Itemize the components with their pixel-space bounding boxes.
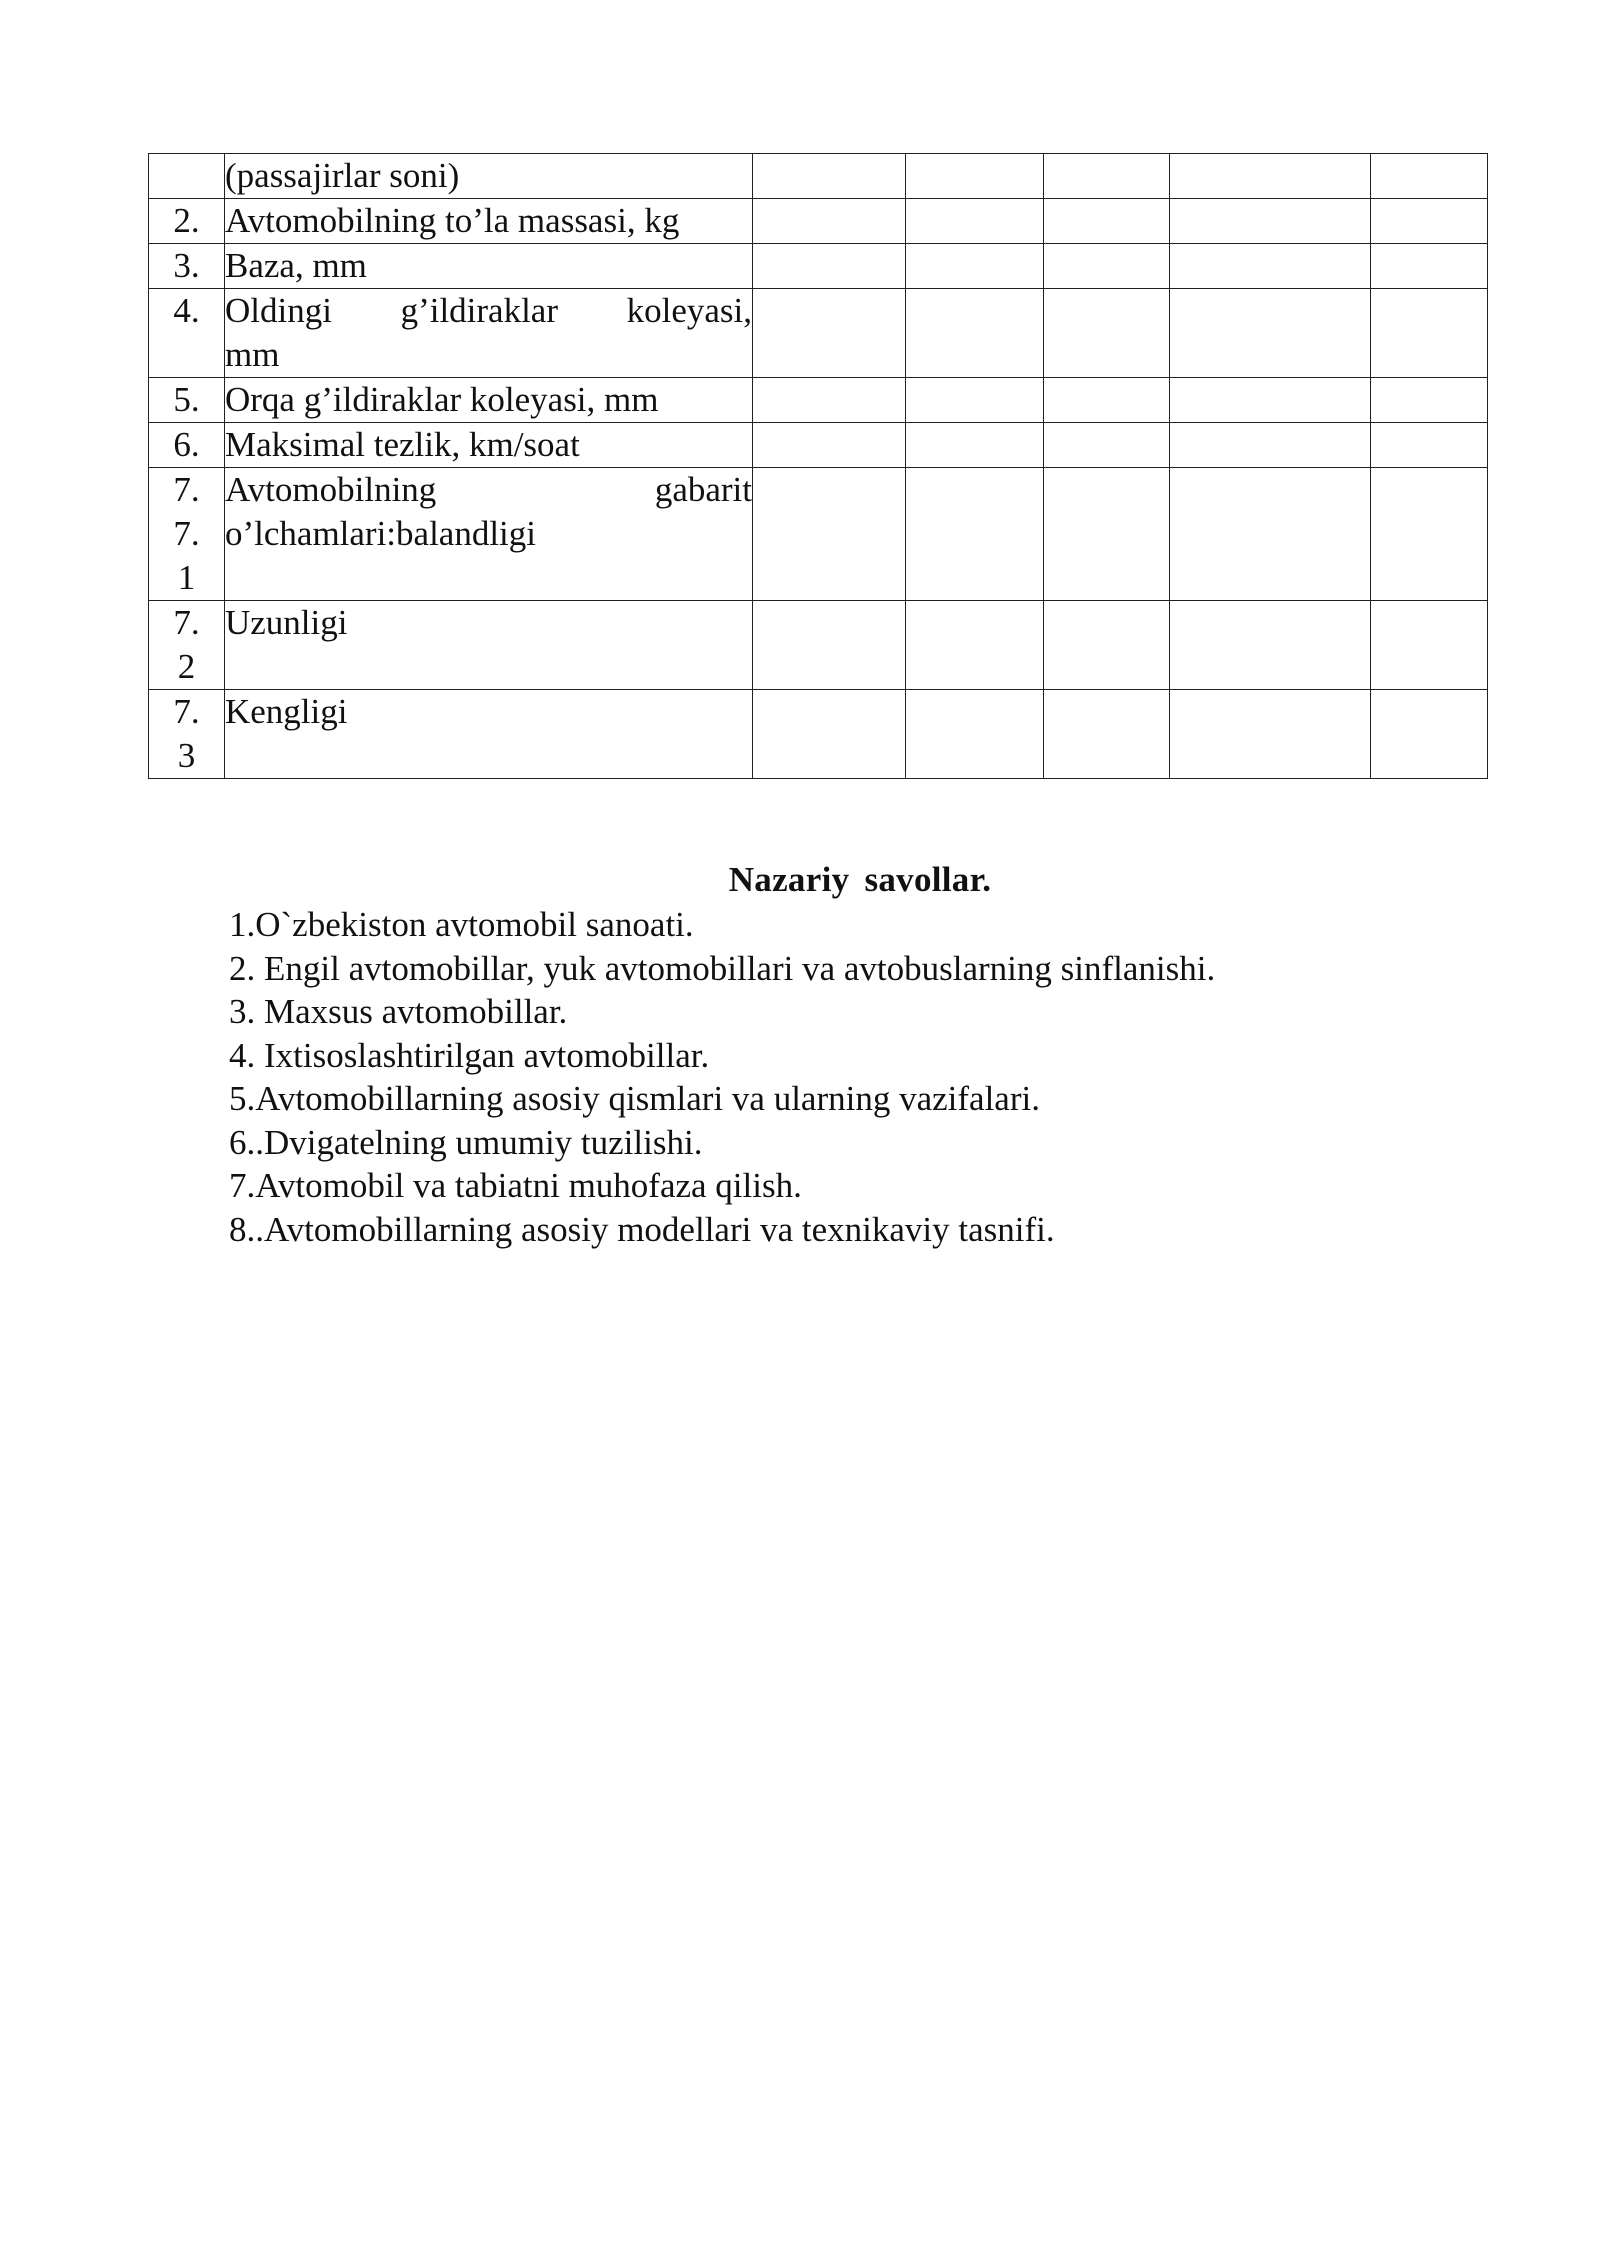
value-cell xyxy=(1371,468,1488,601)
row-number-cell xyxy=(149,244,225,289)
table-row xyxy=(149,289,1488,378)
value-cell xyxy=(906,601,1044,690)
value-cell xyxy=(1170,199,1371,244)
row-number-cell xyxy=(149,690,225,779)
row-number-cell xyxy=(149,378,225,423)
row-number-cell xyxy=(149,154,225,199)
value-cell xyxy=(1170,244,1371,289)
value-cell xyxy=(1044,289,1170,378)
value-cell xyxy=(1044,468,1170,601)
parameter-cell xyxy=(225,378,753,423)
question-item: 1.O`zbekiston avtomobil sanoati. xyxy=(229,905,694,944)
row-number-line: 2 xyxy=(177,647,196,686)
parameter-line: Maksimal tezlik, km/soat xyxy=(225,425,580,464)
value-cell xyxy=(1044,690,1170,779)
parameter-word: g’ildiraklar xyxy=(400,291,558,330)
value-cell xyxy=(1371,244,1488,289)
value-cell xyxy=(906,289,1044,378)
value-cell xyxy=(1371,378,1488,423)
table-row xyxy=(149,423,1488,468)
questions-list xyxy=(229,903,1215,1251)
parameter-line: mm xyxy=(225,335,280,374)
row-number-line: 3 xyxy=(177,736,196,775)
value-cell xyxy=(1044,423,1170,468)
value-cell xyxy=(1170,468,1371,601)
value-cell xyxy=(906,690,1044,779)
question-item: 6..Dvigatelning umumiy tuzilishi. xyxy=(229,1122,703,1162)
parameter-cell xyxy=(225,244,753,289)
question-item: 5.Avtomobillarning asosiy qismlari va ularning vazifalari. xyxy=(229,1079,1040,1118)
table-row xyxy=(149,199,1488,244)
table-body xyxy=(149,154,1488,779)
row-number-line: 2. xyxy=(173,201,200,240)
value-cell xyxy=(906,154,1044,199)
value-cell xyxy=(1170,378,1371,423)
row-number-line: 7. xyxy=(173,603,200,642)
value-cell xyxy=(753,378,906,423)
row-number-cell xyxy=(149,289,225,378)
row-number-line: 7. xyxy=(173,514,200,553)
table-row xyxy=(149,244,1488,289)
value-cell xyxy=(1044,601,1170,690)
parameter-word: koleyasi, xyxy=(626,291,752,330)
question-item: 4. Ixtisoslashtirilgan avtomobillar. xyxy=(229,1035,710,1075)
value-cell xyxy=(1044,244,1170,289)
row-number-cell xyxy=(149,468,225,601)
row-number-line: 5. xyxy=(173,380,200,419)
value-cell xyxy=(1371,199,1488,244)
value-cell xyxy=(1044,154,1170,199)
value-cell xyxy=(753,468,906,601)
value-cell xyxy=(753,244,906,289)
value-cell xyxy=(1371,601,1488,690)
section-title: Nazariy savollar. xyxy=(728,860,992,899)
row-number-cell xyxy=(149,199,225,244)
value-cell xyxy=(1371,690,1488,779)
value-cell xyxy=(906,378,1044,423)
table-row xyxy=(149,468,1488,601)
question-item: 7.Avtomobil va tabiatni muhofaza qilish. xyxy=(229,1166,802,1205)
value-cell xyxy=(1170,690,1371,779)
question-item: 8..Avtomobillarning asosiy modellari va texnikaviy tasnifi. xyxy=(229,1209,1055,1249)
parameter-line xyxy=(225,468,752,512)
value-cell xyxy=(1044,199,1170,244)
value-cell xyxy=(753,690,906,779)
value-cell xyxy=(753,289,906,378)
row-number-line: 3. xyxy=(173,246,200,285)
parameter-cell xyxy=(225,199,753,244)
row-number-line: 6. xyxy=(173,425,200,464)
parameter-cell xyxy=(225,289,753,378)
value-cell xyxy=(1170,601,1371,690)
value-cell xyxy=(906,244,1044,289)
value-cell xyxy=(753,423,906,468)
parameter-cell xyxy=(225,468,753,601)
parameter-line: Kengligi xyxy=(225,692,348,731)
question-item: 2. Engil avtomobillar, yuk avtomobillari va avtobuslarning sinflanishi. xyxy=(229,948,1216,988)
table-row xyxy=(149,378,1488,423)
parameter-word: gabarit xyxy=(654,470,752,509)
parameter-line xyxy=(225,289,752,333)
parameter-line: Baza, mm xyxy=(225,246,367,285)
value-cell xyxy=(906,468,1044,601)
parameter-line: Orqa g’ildiraklar koleyasi, mm xyxy=(225,380,659,419)
specification-table xyxy=(148,153,1488,779)
parameter-line: Avtomobilning to’la massasi, kg xyxy=(225,201,680,240)
row-number-line: 7. xyxy=(173,470,200,509)
row-number-cell xyxy=(149,601,225,690)
table-row xyxy=(149,690,1488,779)
table-row xyxy=(149,154,1488,199)
value-cell xyxy=(753,154,906,199)
value-cell xyxy=(906,423,1044,468)
value-cell xyxy=(753,601,906,690)
parameter-word: Oldingi xyxy=(225,291,332,330)
row-number-line: 1 xyxy=(177,558,196,597)
parameter-cell xyxy=(225,601,753,690)
value-cell xyxy=(1371,423,1488,468)
parameter-cell xyxy=(225,423,753,468)
question-item: 3. Maxsus avtomobillar. xyxy=(229,992,568,1031)
value-cell xyxy=(1371,289,1488,378)
value-cell xyxy=(1371,154,1488,199)
parameter-word: Avtomobilning xyxy=(225,470,437,509)
parameter-line: (passajirlar soni) xyxy=(225,156,460,195)
parameter-cell xyxy=(225,690,753,779)
value-cell xyxy=(906,199,1044,244)
value-cell xyxy=(753,199,906,244)
row-number-line: 4. xyxy=(173,291,200,330)
parameter-cell xyxy=(225,154,753,199)
row-number-cell xyxy=(149,423,225,468)
parameter-line: Uzunligi xyxy=(225,603,348,642)
value-cell xyxy=(1170,423,1371,468)
value-cell xyxy=(1170,154,1371,199)
table-row xyxy=(149,601,1488,690)
value-cell xyxy=(1044,378,1170,423)
row-number-line: 7. xyxy=(173,692,200,731)
parameter-line: o’lchamlari:balandligi xyxy=(225,514,537,553)
value-cell xyxy=(1170,289,1371,378)
